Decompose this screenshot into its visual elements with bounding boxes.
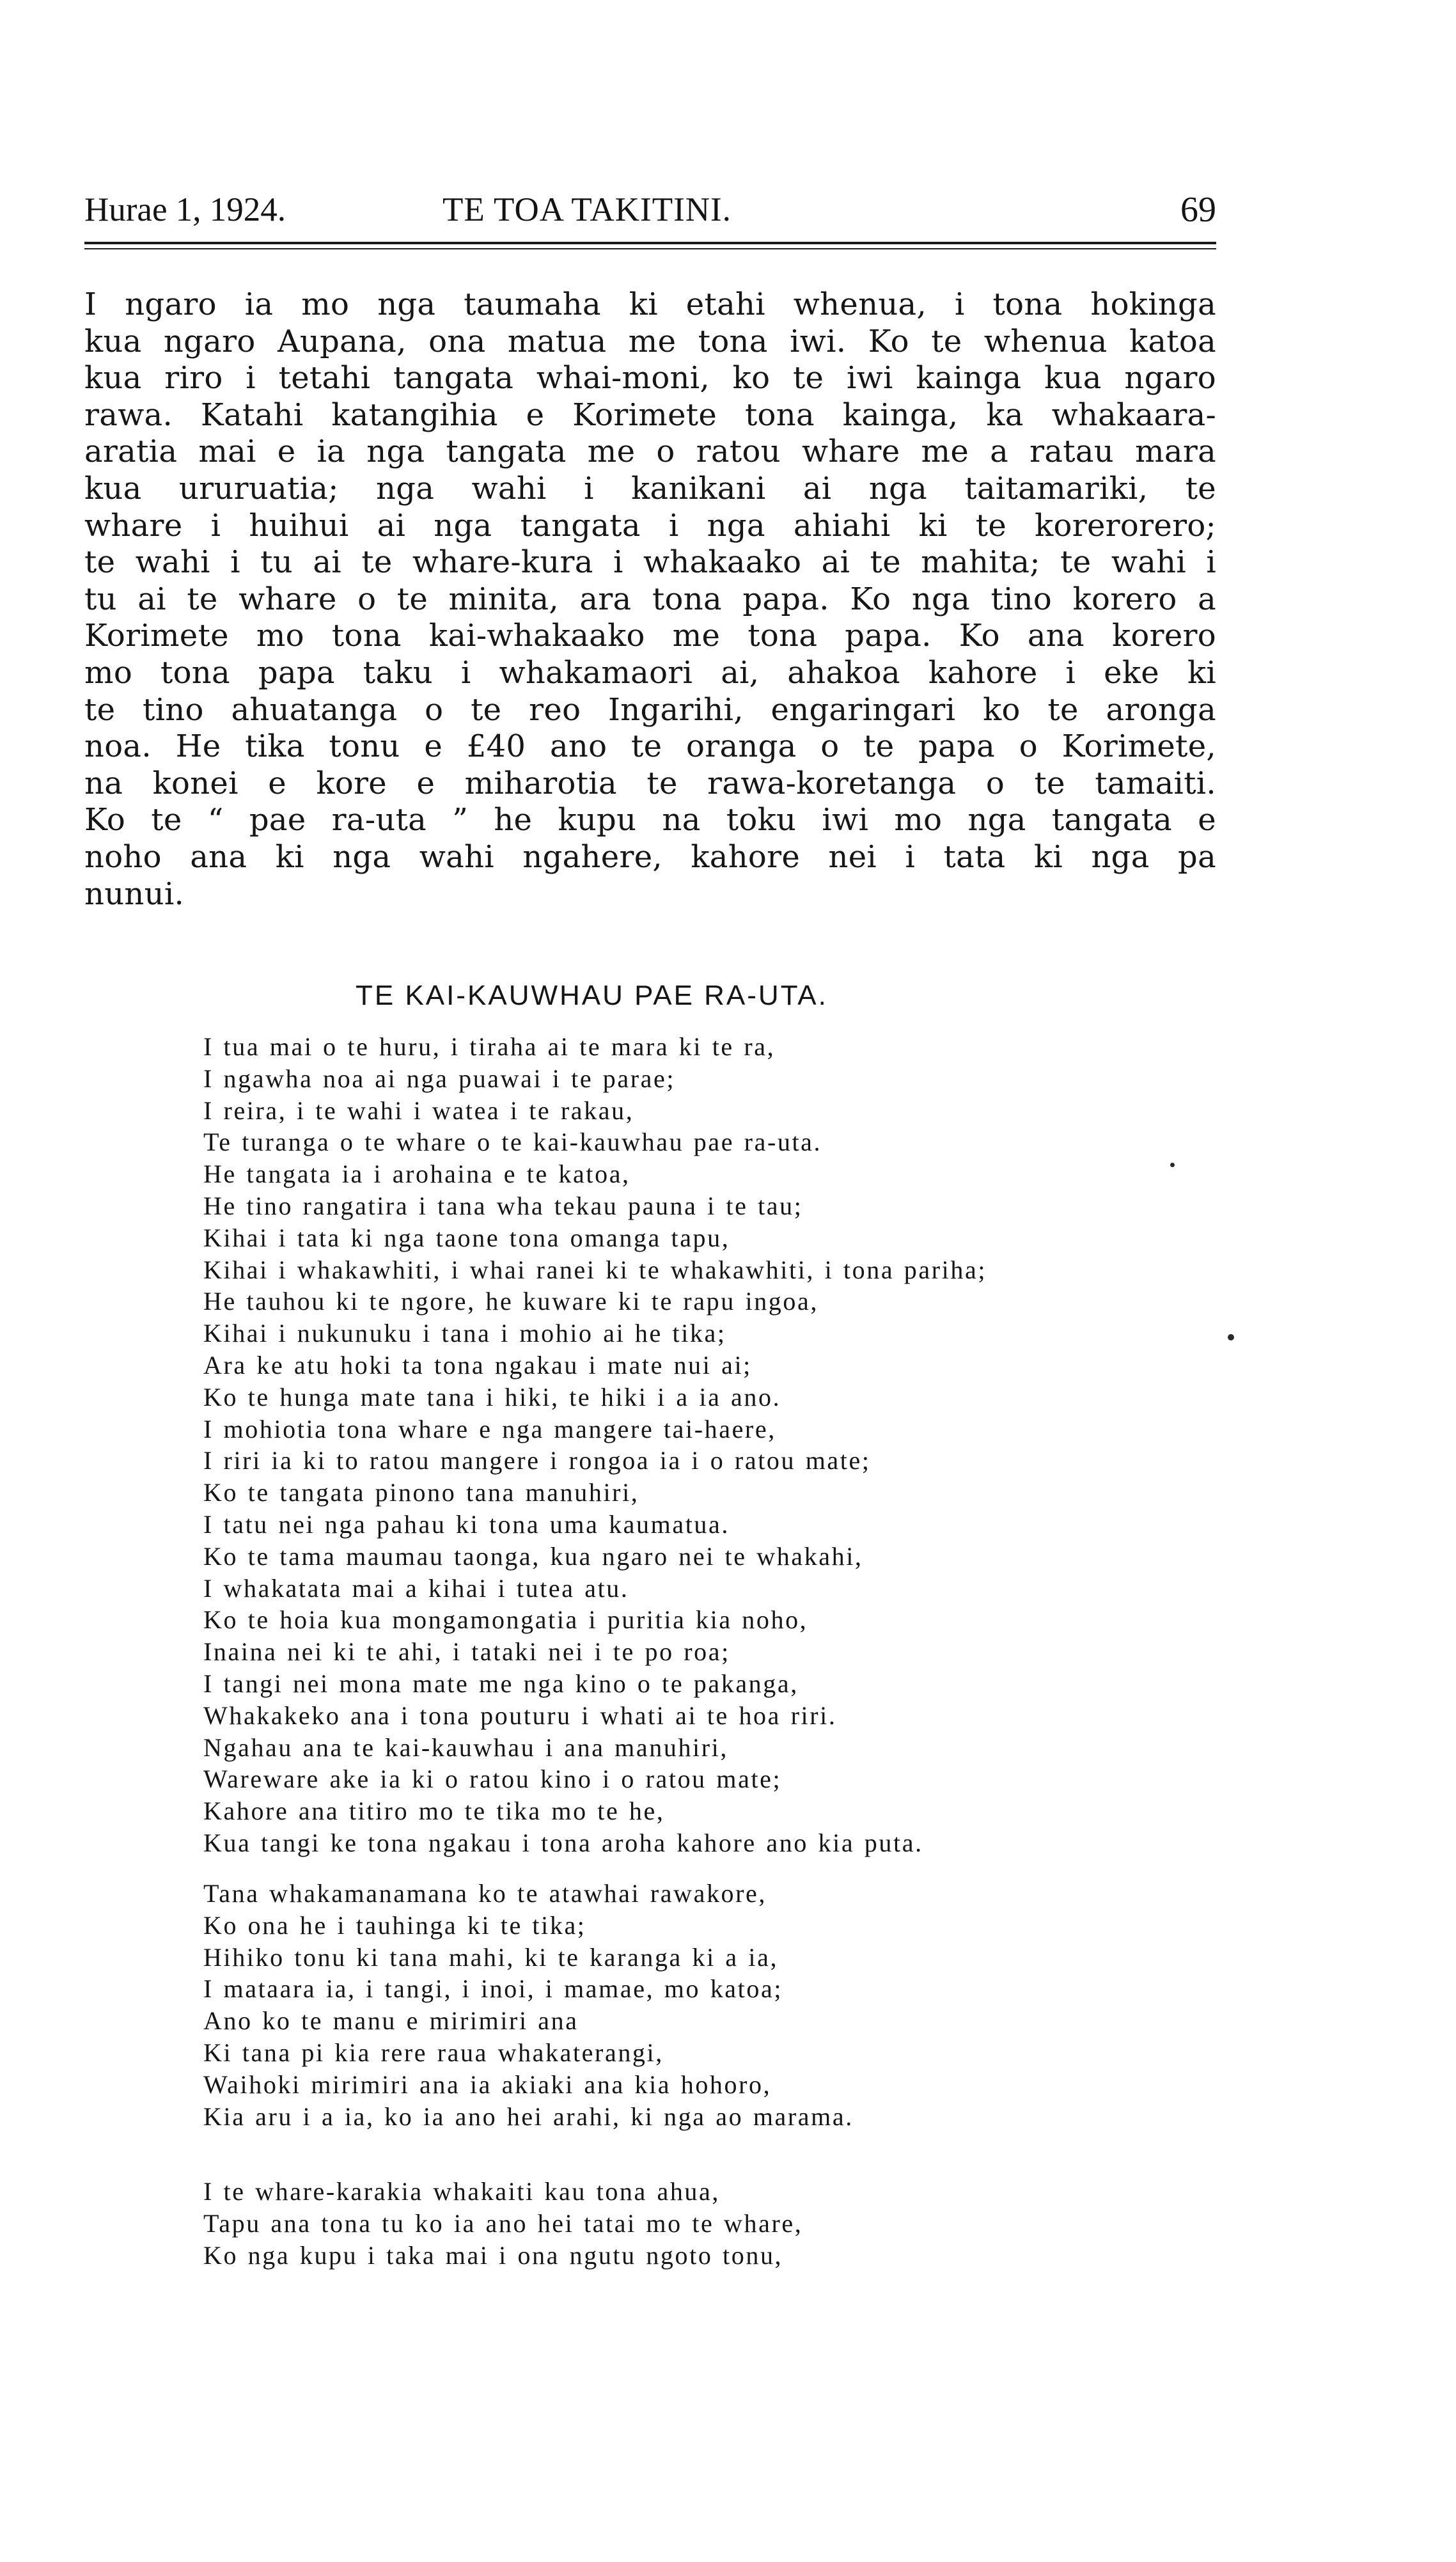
poem-line: I tua mai o te huru, i tiraha ai te mara ki te ra, <box>203 1032 776 1061</box>
journal-title: TE TOA TAKITINI. <box>442 191 732 228</box>
poem-line: I riri ia ki to ratou mangere i rongoa ia i o ratou mate; <box>203 1446 871 1475</box>
prose-line: whare i huihui ai nga tangata i nga ahiahi ki te korerorero; <box>84 507 1216 544</box>
prose-line: kua ururuatia; nga wahi i kanikani ai nga taitamariki, te <box>84 470 1216 507</box>
poem-line: He tangata ia i arohaina e te katoa, <box>203 1159 630 1189</box>
running-header <box>84 189 1216 230</box>
poem-line: Ko te tangata pinono tana manuhiri, <box>203 1478 639 1507</box>
prose-line: noa. He tika tonu e £40 ano te oranga o te papa o Korimete, <box>84 728 1216 765</box>
poem-line: Tana whakamanamana ko te atawhai rawakore, <box>203 1879 767 1908</box>
poem-line: Kia aru i a ia, ko ia ano hei arahi, ki nga ao marama. <box>203 2102 854 2131</box>
poem-stanza-3 <box>203 2176 1252 2271</box>
prose-line: Ko te “ pae ra-uta ” he kupu na toku iwi mo nga tangata e <box>84 802 1216 838</box>
prose-line: na konei e kore e miharotia te rawa-koretanga o te tamaiti. <box>84 765 1216 801</box>
poem-line: I te whare-karakia whakaiti kau tona ahua, <box>203 2177 720 2206</box>
prose-line: kua ngaro Aupana, ona matua me tona iwi. Ko te whenua katoa <box>84 323 1216 359</box>
poem-stanza-2 <box>203 1878 1252 2132</box>
prose-line: noho ana ki nga wahi ngahere, kahore nei i tata ki nga pa <box>84 838 1216 875</box>
poem-line: Ko te hunga mate tana i hiki, te hiki i a ia ano. <box>203 1382 781 1411</box>
poem-line: I mohiotia tona whare e nga mangere tai-haere, <box>203 1414 776 1443</box>
poem-title: TE KAI-KAUWHAU PAE RA-UTA. <box>356 980 828 1011</box>
poem-line: Whakakeko ana i tona pouturu i whati ai te hoa riri. <box>203 1701 837 1730</box>
poem-line: Ki tana pi kia rere raua whakaterangi, <box>203 2038 664 2067</box>
poem-line: I reira, i te wahi i watea i te rakau, <box>203 1096 634 1125</box>
poem-line: I whakatata mai a kihai i tutea atu. <box>203 1573 629 1603</box>
poem-line: Inaina nei ki te ahi, i tataki nei i te po roa; <box>203 1637 730 1667</box>
poem-line: He tino rangatira i tana wha tekau pauna i te tau; <box>203 1191 803 1220</box>
poem-line: Kahore ana titiro mo te tika mo te he, <box>203 1796 665 1826</box>
prose-line: kua riro i tetahi tangata whai-moni, ko te iwi kainga kua ngaro <box>84 360 1216 397</box>
poem-line: Kihai i nukunuku i tana i mohio ai he tika; <box>203 1319 726 1348</box>
prose-line: Korimete mo tona kai-whakaako me tona papa. Ko ana korero <box>84 618 1216 654</box>
prose-paragraph <box>84 287 1216 913</box>
poem-line: Kua tangi ke tona ngakau i tona aroha kahore ano kia puta. <box>203 1828 923 1857</box>
poem-line: He tauhou ki te ngore, he kuware ki te rapu ingoa, <box>203 1287 818 1316</box>
poem-line: Te turanga o te whare o te kai-kauwhau pae ra-uta. <box>203 1128 822 1157</box>
prose-line: te tino ahuatanga o te reo Ingarihi, engaringari ko te aronga <box>84 691 1216 728</box>
print-speck <box>1170 1163 1175 1167</box>
poem-line: Kihai i whakawhiti, i whai ranei ki te whakawhiti, i tona pariha; <box>203 1255 987 1284</box>
poem-line: Ara ke atu hoki ta tona ngakau i mate nui ai; <box>203 1350 752 1379</box>
prose-line: aratia mai e ia nga tangata me o ratou whare me a ratau mara <box>84 434 1216 470</box>
poem-line: Ko te hoia kua mongamongatia i puritia kia noho, <box>203 1605 808 1635</box>
poem-stanza-1 <box>203 1031 1252 1859</box>
poem-line: Ngahau ana te kai-kauwhau i ana manuhiri, <box>203 1733 728 1762</box>
poem-line: Waihoki mirimiri ana ia akiaki ana kia hohoro, <box>203 2070 772 2099</box>
poem-line: I tatu nei nga pahau ki tona uma kaumatua. <box>203 1509 730 1539</box>
print-speck <box>1228 1334 1234 1340</box>
poem-line: Ko ona he i tauhinga ki te tika; <box>203 1910 586 1940</box>
prose-line: te wahi i tu ai te whare-kura i whakaako ai te mahita; te wahi i <box>84 544 1216 581</box>
poem-line: Hihiko tonu ki tana mahi, ki te karanga ki a ia, <box>203 1942 779 1972</box>
header-rule-thick <box>84 242 1216 244</box>
prose-line: nunui. <box>84 876 185 912</box>
poem-line: I tangi nei mona mate me nga kino o te pakanga, <box>203 1669 799 1698</box>
issue-date: Hurae 1, 1924. <box>84 191 286 228</box>
poem-line: I mataara ia, i tangi, i inoi, i mamae, mo katoa; <box>203 1974 783 2004</box>
poem-line: Ko te tama maumau taonga, kua ngaro nei te whakahi, <box>203 1541 863 1571</box>
prose-line: mo tona papa taku i whakamaori ai, ahakoa kahore i eke ki <box>84 654 1216 691</box>
header-rule-thin <box>84 248 1216 249</box>
poem-line: Ko nga kupu i taka mai i ona ngutu ngoto tonu, <box>203 2240 783 2270</box>
poem-line: Tapu ana tona tu ko ia ano hei tatai mo te whare, <box>203 2208 803 2238</box>
poem-line: I ngawha noa ai nga puawai i te parae; <box>203 1064 676 1093</box>
prose-line: tu ai te whare o te minita, ara tona papa. Ko nga tino korero a <box>84 581 1216 617</box>
page-number: 69 <box>1180 190 1216 230</box>
prose-line: I ngaro ia mo nga taumaha ki etahi whenua, i tona hokinga <box>84 287 1216 322</box>
prose-line: rawa. Katahi katangihia e Korimete tona kainga, ka whakaara- <box>84 397 1216 433</box>
poem-line: Ano ko te manu e mirimiri ana <box>203 2006 579 2036</box>
poem-line: Wareware ake ia ki o ratou kino i o ratou mate; <box>203 1764 782 1794</box>
poem-line: Kihai i tata ki nga taone tona omanga tapu, <box>203 1223 730 1252</box>
